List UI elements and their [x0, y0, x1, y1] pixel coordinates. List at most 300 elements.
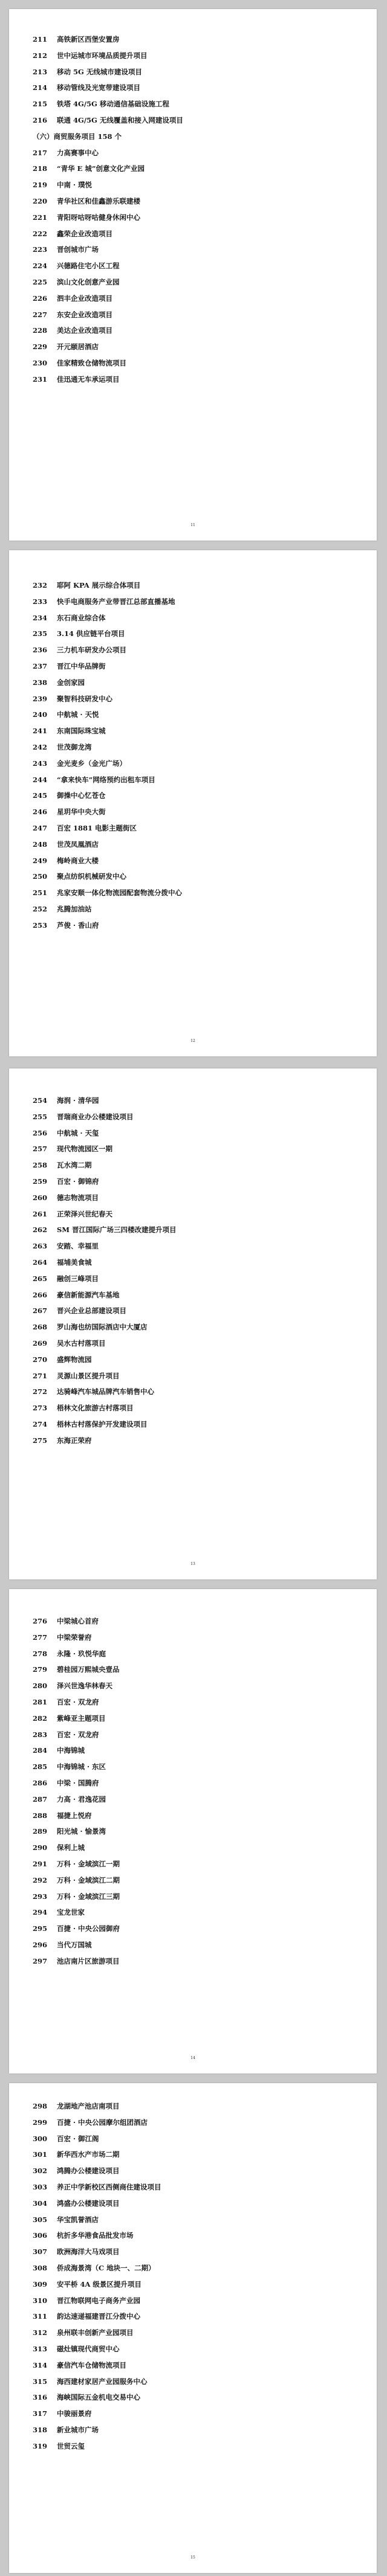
project-name: 百宏 · 双龙府	[57, 1730, 99, 1739]
project-entry	[33, 80, 359, 96]
project-entry	[33, 1141, 359, 1157]
project-entry	[33, 210, 359, 226]
project-entry	[33, 48, 359, 64]
project-number: 267	[33, 1306, 48, 1315]
project-number: 251	[33, 888, 48, 898]
project-name: 御操中心忆苍仓	[57, 791, 106, 800]
project-number: 295	[33, 1924, 48, 1933]
project-number: 231	[33, 374, 48, 384]
project-name: 滨山文化创意产业园	[57, 277, 120, 286]
project-entry	[33, 1630, 359, 1646]
category-heading-text: （六）商贸服务项目 158 个	[33, 132, 122, 141]
project-entry	[33, 242, 359, 258]
project-entry	[33, 594, 359, 610]
project-number: 317	[33, 2409, 48, 2418]
project-name: 养正中学新校区西侧商住建设项目	[57, 2182, 161, 2191]
project-name: 达骑峰汽车城品牌汽车销售中心	[57, 1387, 154, 1396]
project-name: 梧林古村落保护开发建设项目	[57, 1419, 148, 1428]
project-entry	[33, 2244, 359, 2260]
project-name: 鑫荣企业改造项目	[57, 229, 112, 238]
project-name: 联通 4G/5G 无线覆盖和接入网建设项目	[57, 115, 183, 124]
project-name: 聚智科技研发中心	[57, 694, 112, 703]
project-number: 229	[33, 342, 48, 352]
project-number: 236	[33, 646, 48, 655]
project-number: 255	[33, 1112, 48, 1121]
project-entry	[33, 2341, 359, 2357]
project-name: 东石商业综合体	[57, 613, 106, 622]
project-number: 270	[33, 1355, 48, 1364]
project-entry	[33, 323, 359, 339]
project-entry	[33, 161, 359, 177]
project-number: 213	[33, 67, 48, 76]
project-entry	[33, 1157, 359, 1174]
project-number: 307	[33, 2247, 48, 2256]
project-name: 新华西水产市场二期	[57, 2150, 120, 2159]
project-entry	[33, 2293, 359, 2309]
project-entry	[33, 610, 359, 626]
project-number: 253	[33, 920, 48, 930]
project-entry	[33, 804, 359, 820]
document-page-13	[9, 1068, 377, 1579]
project-entry	[33, 1921, 359, 1937]
project-number: 292	[33, 1875, 48, 1884]
project-number: 278	[33, 1649, 48, 1658]
project-name: 宝龙世家	[57, 1908, 85, 1917]
project-number: 222	[33, 229, 48, 238]
project-entry	[33, 2147, 359, 2163]
project-entry	[33, 1368, 359, 1384]
project-name: 兆腾加油站	[57, 904, 92, 913]
project-name: 世贸云玺	[57, 2441, 85, 2450]
project-number: 269	[33, 1338, 48, 1347]
project-name: 金光麦乡（金光广场）	[57, 759, 126, 768]
project-number: 223	[33, 245, 48, 254]
project-entry	[33, 1742, 359, 1759]
project-number: 291	[33, 1859, 48, 1868]
project-number: 257	[33, 1145, 48, 1154]
project-number: 299	[33, 2118, 48, 2127]
project-number: 311	[33, 2312, 48, 2321]
project-number: 266	[33, 1290, 48, 1299]
project-number: 254	[33, 1096, 48, 1105]
project-entry	[33, 2406, 359, 2422]
project-name: 现代物流园区一期	[57, 1145, 112, 1154]
project-number: 297	[33, 1956, 48, 1965]
project-number: 309	[33, 2279, 48, 2289]
project-entry	[33, 917, 359, 934]
project-name: 吴水古村落项目	[57, 1338, 106, 1347]
project-name: 碧桂园万熙城央壹品	[57, 1665, 120, 1674]
project-entry	[33, 1759, 359, 1775]
project-name: 中航城 · 天悦	[57, 710, 99, 719]
project-entry	[33, 2374, 359, 2390]
project-entry	[33, 1352, 359, 1368]
project-name: 正荣泽兴世纪春天	[57, 1209, 112, 1218]
project-number: 316	[33, 2393, 48, 2402]
project-number: 318	[33, 2425, 48, 2434]
project-name: 铁塔 4G/5G 移动通信基础设施工程	[57, 100, 169, 109]
project-name: 开元颐居酒店	[57, 342, 99, 352]
project-number: 280	[33, 1681, 48, 1691]
project-name: 安踏、幸福里	[57, 1242, 99, 1251]
project-name: 海润 · 清华园	[57, 1096, 99, 1105]
document-page-12	[9, 550, 377, 1056]
project-number: 312	[33, 2328, 48, 2337]
project-name: 德志物流项目	[57, 1193, 99, 1202]
project-entry	[33, 1856, 359, 1872]
project-entry	[33, 1808, 359, 1824]
project-name: 盛辉物流园	[57, 1355, 92, 1364]
project-name: 海西建材家居产业园服务中心	[57, 2377, 148, 2386]
project-name: “拿来快车”网络预约出租车项目	[57, 775, 155, 784]
project-number: 237	[33, 661, 48, 670]
project-name: 阳光城 · 愉景湾	[57, 1827, 106, 1836]
project-name: 世茂御龙湾	[57, 742, 92, 751]
project-number: 239	[33, 694, 48, 703]
project-name: 青华社区和佳鑫游乐联建楼	[57, 196, 140, 205]
project-entry	[33, 658, 359, 675]
project-entry	[33, 1872, 359, 1889]
project-name: 万科 · 金域滨江一期	[57, 1859, 120, 1868]
project-entry	[33, 64, 359, 80]
project-entry	[33, 2179, 359, 2195]
project-entry	[33, 1840, 359, 1856]
project-entry	[33, 2195, 359, 2212]
project-entry	[33, 1889, 359, 1905]
project-number: 264	[33, 1257, 48, 1267]
project-entry	[33, 1254, 359, 1271]
project-name: 梧林文化旅游古村落项目	[57, 1404, 134, 1413]
project-number: 242	[33, 742, 48, 751]
project-number: 300	[33, 2134, 48, 2143]
project-entry	[33, 193, 359, 210]
document-page-14	[9, 1589, 377, 2073]
project-name: 新业城市广场	[57, 2425, 99, 2434]
project-entry	[33, 339, 359, 355]
project-name: 华宝凯誉酒店	[57, 2215, 99, 2224]
project-name: 豪信新能源汽车基地	[57, 1290, 120, 1299]
project-entry	[33, 31, 359, 48]
project-name: 当代万国城	[57, 1940, 92, 1949]
project-entry	[33, 1335, 359, 1352]
project-entry	[33, 1710, 359, 1727]
project-name: 世茂凤凰酒店	[57, 840, 99, 849]
project-entry	[33, 291, 359, 307]
project-entry	[33, 901, 359, 917]
project-name: 百宏 · 双龙府	[57, 1697, 99, 1706]
project-number: 306	[33, 2231, 48, 2240]
project-number: 220	[33, 196, 48, 205]
document-page-15	[9, 2083, 377, 2573]
project-entry	[33, 756, 359, 772]
project-number: 315	[33, 2377, 48, 2386]
project-name: 佳迅通无车承运项目	[57, 374, 120, 384]
project-entry	[33, 837, 359, 853]
project-entry	[33, 1613, 359, 1630]
project-number: 308	[33, 2263, 48, 2272]
project-number: 241	[33, 727, 48, 736]
project-name: 青阳呀咕呀咕健身休闲中心	[57, 213, 140, 222]
project-name: 紫峰亚主题项目	[57, 1714, 106, 1723]
project-entry	[33, 2389, 359, 2406]
project-number: 285	[33, 1762, 48, 1771]
project-name: 福捷上悦府	[57, 1811, 92, 1820]
project-entry	[33, 1093, 359, 1109]
project-name: 百宏 1881 电影主题街区	[57, 823, 137, 832]
project-name: 百宏 · 御江阁	[57, 2134, 99, 2143]
project-number: 290	[33, 1843, 48, 1852]
project-entry	[33, 723, 359, 739]
project-entry	[33, 1694, 359, 1710]
project-number: 277	[33, 1633, 48, 1642]
project-number: 214	[33, 83, 48, 92]
project-number: 268	[33, 1323, 48, 1332]
project-name: 移动 5G 无线城市建设项目	[57, 67, 142, 76]
project-entry	[33, 1206, 359, 1222]
project-number: 275	[33, 1436, 48, 1445]
project-name: 中航城 · 天玺	[57, 1128, 99, 1137]
project-entry	[33, 145, 359, 161]
project-entry	[33, 258, 359, 274]
project-name: 东海正荣府	[57, 1436, 92, 1445]
project-number: 234	[33, 613, 48, 622]
project-number: 224	[33, 262, 48, 271]
project-number: 226	[33, 294, 48, 303]
project-name: 中海锦城 · 东区	[57, 1762, 106, 1771]
project-number: 243	[33, 759, 48, 768]
project-entry	[33, 2325, 359, 2341]
document-page-11	[9, 9, 377, 541]
project-entry	[33, 1646, 359, 1662]
project-name: 兴德路住宅小区工程	[57, 262, 120, 271]
project-number: 246	[33, 808, 48, 817]
project-number: 283	[33, 1730, 48, 1739]
project-name: 金创家园	[57, 678, 85, 687]
project-name: 东安企业改造项目	[57, 310, 112, 319]
project-entry	[33, 691, 359, 707]
project-name: 高铁新区西堡安置房	[57, 35, 120, 43]
project-name: 瓦水湾二期	[57, 1161, 92, 1170]
project-number: 221	[33, 213, 48, 222]
project-number: 271	[33, 1371, 48, 1380]
project-entry	[33, 226, 359, 242]
project-number: 211	[33, 35, 48, 43]
project-number: 286	[33, 1778, 48, 1787]
project-name: 鸿腾办公楼建设项目	[57, 2166, 120, 2176]
project-entry	[33, 1727, 359, 1743]
project-name: 星玥华中央大街	[57, 808, 106, 817]
project-name: 安平桥 4A 级景区提升项目	[57, 2279, 141, 2289]
project-name: 中骏丽景府	[57, 2409, 92, 2418]
project-entry	[33, 853, 359, 869]
project-name: 泽兴世逸华林春天	[57, 1681, 112, 1691]
project-number: 319	[33, 2441, 48, 2450]
project-name: 中海锦城	[57, 1746, 85, 1755]
project-entry	[33, 1319, 359, 1335]
project-number: 259	[33, 1177, 48, 1186]
project-name: 芦俊 · 香山府	[57, 920, 99, 930]
project-entry	[33, 1303, 359, 1319]
project-entry	[33, 707, 359, 723]
project-entry	[33, 820, 359, 837]
project-name: 灵源山景区提升项目	[57, 1371, 120, 1380]
project-name: 晋兴企业总部建设项目	[57, 1306, 126, 1315]
project-entry	[33, 177, 359, 193]
project-number: 235	[33, 629, 48, 638]
project-entry	[33, 1287, 359, 1303]
project-number: 247	[33, 823, 48, 832]
project-entry	[33, 1109, 359, 1125]
page-number: 14	[190, 2056, 195, 2060]
project-entry	[33, 2212, 359, 2228]
project-name: “青华 E 城”创意文化产业园	[57, 164, 145, 173]
project-name: 欧洲海洋大马戏项目	[57, 2247, 120, 2256]
project-name: 泉州联丰创新产业园项目	[57, 2328, 134, 2337]
project-entry	[33, 2163, 359, 2179]
project-name: 力高 · 君逸花园	[57, 1794, 106, 1804]
project-number: 218	[33, 164, 48, 173]
project-name: 中梁荣誉府	[57, 1633, 92, 1642]
project-name: 东南国际珠宝城	[57, 727, 106, 736]
project-name: 池店南片区旅游项目	[57, 1956, 120, 1965]
project-entry	[33, 1400, 359, 1416]
project-number: 261	[33, 1209, 48, 1218]
project-number: 216	[33, 115, 48, 124]
page-number: 15	[190, 2555, 195, 2560]
project-entry	[33, 869, 359, 885]
project-number: 233	[33, 597, 48, 606]
project-number: 305	[33, 2215, 48, 2224]
project-entry	[33, 772, 359, 788]
project-number: 245	[33, 791, 48, 800]
project-number: 289	[33, 1827, 48, 1836]
project-name: 万科 · 金域滨江三期	[57, 1892, 120, 1901]
project-number: 262	[33, 1225, 48, 1235]
project-entry	[33, 2276, 359, 2293]
project-name: 龙湖地产池店南项目	[57, 2102, 120, 2110]
project-entry	[33, 675, 359, 691]
project-number: 294	[33, 1908, 48, 1917]
project-number: 227	[33, 310, 48, 319]
project-name: 磁灶镇现代商贸中心	[57, 2344, 120, 2353]
project-entry	[33, 577, 359, 594]
project-entry	[33, 1222, 359, 1238]
project-name: 万科 · 金域滨江二期	[57, 1875, 120, 1884]
project-entry	[33, 2422, 359, 2438]
project-entry	[33, 112, 359, 129]
project-name: 晋江物联网电子商务产业园	[57, 2296, 140, 2305]
category-heading	[33, 129, 359, 145]
project-entry	[33, 885, 359, 901]
project-entry	[33, 1238, 359, 1254]
project-entry	[33, 96, 359, 112]
project-number: 212	[33, 51, 48, 60]
project-entry	[33, 1433, 359, 1449]
project-number: 303	[33, 2182, 48, 2191]
project-name: 保利上城	[57, 1843, 85, 1852]
project-name: 杭折多华港食品批发市场	[57, 2231, 134, 2240]
project-name: 中南 · 璞悦	[57, 181, 93, 190]
project-number: 249	[33, 856, 48, 865]
project-number: 301	[33, 2150, 48, 2159]
project-number: 314	[33, 2360, 48, 2369]
project-name: 快手电商服务产业带晋江总部直播基地	[57, 597, 175, 606]
project-number: 304	[33, 2199, 48, 2208]
project-entry	[33, 1662, 359, 1678]
project-number: 225	[33, 277, 48, 286]
project-number: 288	[33, 1811, 48, 1820]
project-entry	[33, 2308, 359, 2325]
project-name: 中梁城心首府	[57, 1617, 99, 1625]
project-name: 侨成海景湾（C 地块一、二期）	[57, 2263, 155, 2272]
project-name: 佳家精致仓储物流项目	[57, 358, 126, 367]
project-entry	[33, 2260, 359, 2276]
project-number: 256	[33, 1128, 48, 1137]
project-number: 287	[33, 1794, 48, 1804]
project-name: 力高赛事中心	[57, 148, 99, 157]
project-number: 298	[33, 2102, 48, 2110]
project-name: 晋瑞商业办公楼建设项目	[57, 1112, 134, 1121]
project-name: 百捷 · 中央公园御府	[57, 1924, 120, 1933]
project-number: 276	[33, 1617, 48, 1625]
project-number: 265	[33, 1274, 48, 1283]
project-entry	[33, 1416, 359, 1433]
project-entry	[33, 1791, 359, 1808]
project-name: 百捷 · 中央公园摩尔组团酒店	[57, 2118, 148, 2127]
project-name: 兆家安顺一体化物流园配套物流分拨中心	[57, 888, 182, 898]
project-name: 梅岭商业大楼	[57, 856, 99, 865]
project-name: 中梁 · 国腾府	[57, 1778, 99, 1787]
project-name: 永隆 · 玖悦华庭	[57, 1649, 106, 1658]
project-entry	[33, 739, 359, 756]
project-name: 泗丰企业改造项目	[57, 294, 112, 303]
project-name: 融创三峰项目	[57, 1274, 99, 1283]
project-number: 260	[33, 1193, 48, 1202]
project-entry	[33, 788, 359, 804]
project-number: 284	[33, 1746, 48, 1755]
project-number: 230	[33, 358, 48, 367]
project-number: 248	[33, 840, 48, 849]
project-entry	[33, 1904, 359, 1921]
project-name: 三力机车研发办公项目	[57, 646, 126, 655]
project-number: 232	[33, 581, 48, 589]
project-entry	[33, 2131, 359, 2147]
project-number: 228	[33, 326, 48, 335]
project-entry	[33, 371, 359, 388]
project-name: 韵达速递福建晋江分拨中心	[57, 2312, 140, 2321]
project-number: 296	[33, 1940, 48, 1949]
project-entry	[33, 1678, 359, 1694]
project-number: 244	[33, 775, 48, 784]
project-name: 百宏 · 御锦府	[57, 1177, 99, 1186]
project-entry	[33, 307, 359, 323]
project-number: 272	[33, 1387, 48, 1396]
project-name: SM 晋江国际广场三四楼改建提升项目	[57, 1225, 177, 1235]
project-name: 豪信汽车仓储物流项目	[57, 2360, 126, 2369]
project-name: 鸿盛办公楼建设项目	[57, 2199, 120, 2208]
project-number: 219	[33, 181, 48, 190]
project-name: 世中运城市环境品质提升项目	[57, 51, 148, 60]
project-entry	[33, 355, 359, 371]
project-entry	[33, 626, 359, 642]
project-entry	[33, 1775, 359, 1791]
project-entry	[33, 1271, 359, 1287]
project-name: 罗山海也纺国际酒店中大厦店	[57, 1323, 148, 1332]
project-entry	[33, 274, 359, 291]
project-number: 238	[33, 678, 48, 687]
project-number: 252	[33, 904, 48, 913]
project-name: 晋创城市广场	[57, 245, 99, 254]
